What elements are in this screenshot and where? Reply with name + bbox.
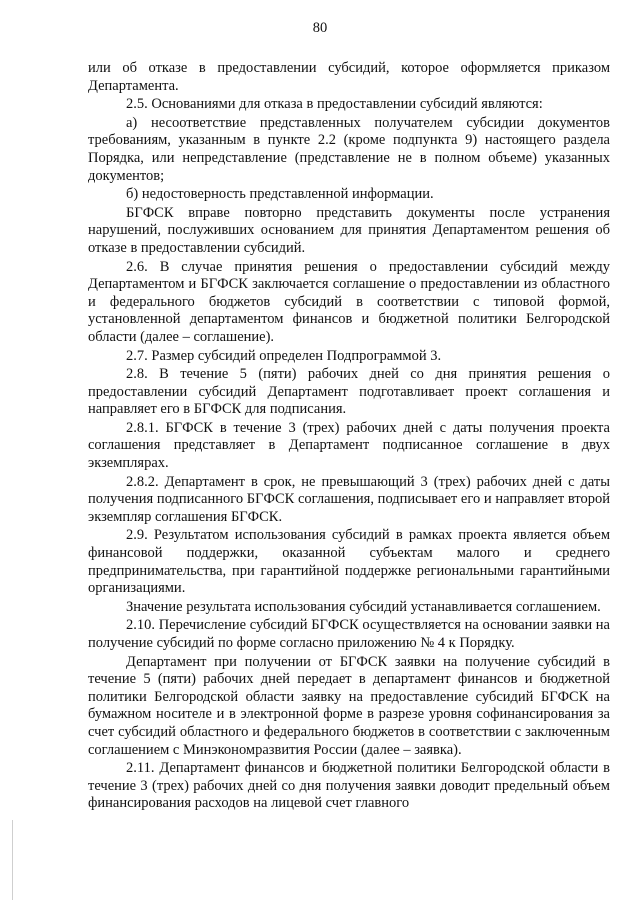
paragraph-continuation: или об отказе в предоставлении субсидий, которое оформляется приказом Департамента. xyxy=(88,60,610,94)
paragraph-2-6: 2.6. В случае принятия решения о предоставлении субсидий между Департаментом и БГФСК заключается соглашение о предоставлении из областного и федерального бюджетов субсидий в соответствии с типовой формой, установленной департаментом финансов и бюджетной политики Белгородской области (далее – соглашение). xyxy=(88,258,610,345)
paragraph-2-5: 2.5. Основаниями для отказа в предоставлении субсидий являются: xyxy=(126,96,543,113)
page-number: 80 xyxy=(312,20,328,36)
paragraph-resubmit: БГФСК вправе повторно представить документы после устранения нарушений, послуживших основанием для принятия Департаментом решения об отказе в предоставлении субсидий. xyxy=(88,204,610,256)
paragraph-2-8-1: 2.8.1. БГФСК в течение 3 (трех) рабочих дней с даты получения проекта соглашения представляет в Департамент подписанное соглашение в двух экземплярах. xyxy=(88,419,610,472)
paragraph-2-5-b: б) недостоверность представленной информации. xyxy=(126,186,434,203)
paragraph-department-application: Департамент при получении от БГФСК заявки на получение субсидий в течение 5 (пяти) рабочих дней передает в департамент финансов и бюджетной политики Белгородской области заявку на предоставление субсидий БГФСК на бумажном носителе и в электронной форме в разрезе уровня софинансирования за счет субсидий областного и федерального бюджетов в соответствии с заключенным соглашением с Минэкономразвития России (далее – заявка). xyxy=(88,653,610,758)
paragraph-2-8-2: 2.8.2. Департамент в срок, не превышающий 3 (трех) рабочих дней с даты получения подписанного БГФСК соглашения, подписывает его и направляет второй экземпляр соглашения БГФСК. xyxy=(88,473,610,525)
paragraph-2-11: 2.11. Департамент финансов и бюджетной политики Белгородской области в течение 3 (трех) рабочих дней со дня получения заявки доводит предельный объем финансирования расходов на лицевой счет главного xyxy=(88,760,610,812)
paragraph-result-value: Значение результата использования субсидий устанавливается соглашением. xyxy=(126,598,601,615)
document-body xyxy=(88,60,610,814)
scan-edge-line xyxy=(12,820,13,900)
paragraph-2-7: 2.7. Размер субсидий определен Подпрограммой 3. xyxy=(126,347,442,364)
paragraph-2-8: 2.8. В течение 5 (пяти) рабочих дней со дня принятия решения о предоставлении субсидий Департамент подготавливает проект соглашения и направляет его в БГФСК для подписания. xyxy=(88,366,610,418)
paragraph-2-5-a: а) несоответствие представленных получателем субсидии документов требованиям, указанным в пункте 2.2 (кроме подпункта 9) настоящего раздела Порядка, или непредставление (представление не в полном объеме) указанных документов; xyxy=(88,114,610,184)
paragraph-2-9: 2.9. Результатом использования субсидий в рамках проекта является объем финансовой поддержки, оказанной субъектам малого и среднего предпринимательства, при гарантийной поддержке региональными гарантийными организациями. xyxy=(88,527,610,597)
paragraph-2-10: 2.10. Перечисление субсидий БГФСК осуществляется на основании заявки на получение субсидий по форме согласно приложению № 4 к Порядку. xyxy=(88,617,610,651)
